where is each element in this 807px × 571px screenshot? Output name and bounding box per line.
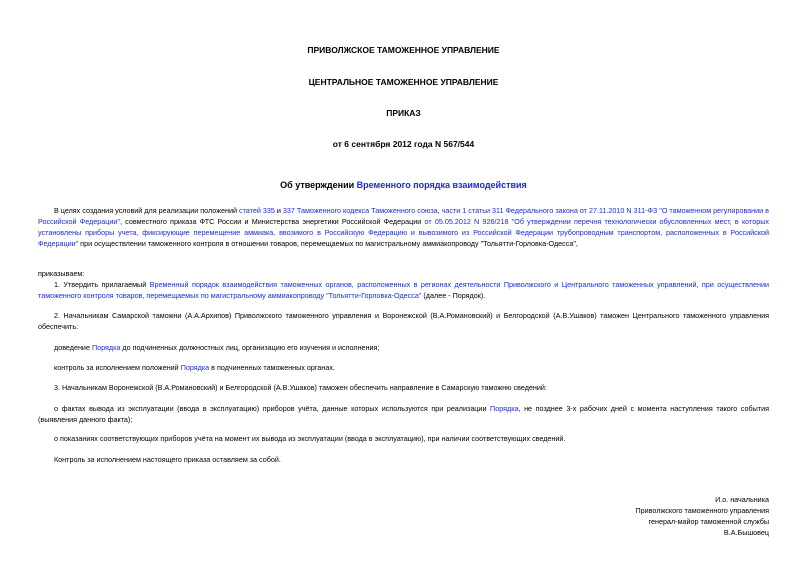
link-procedure[interactable]: Временный порядок взаимодействия таможенных органов, расположенных в регионах деятельности Приволжского и Центрального таможенных управлений, при осуществлении таможенного контроля товаров, перемещаемых по магистральному аммиакопроводу "Тольятти-Горловка-Одесса" <box>38 280 769 300</box>
paragraph-4: Контроль за исполнением настоящего приказа оставляем за собой. <box>54 455 281 464</box>
signature-block <box>636 494 770 538</box>
doc-type: ПРИКАЗ <box>386 108 421 118</box>
paragraph-2: 2. Начальникам Самарской таможни (А.А.Архипов) Приволжского таможенного управления и Воронежской (В.А.Романовский) и Белгородской (А.В.Ушаков) таможен Центрального таможенного управления обеспечить: <box>38 311 769 331</box>
issuer-2: ЦЕНТРАЛЬНОЕ ТАМОЖЕННОЕ УПРАВЛЕНИЕ <box>308 77 499 87</box>
intro-text-4: , совместного приказа ФТС России и Министерства энергетики Российской Федерации <box>119 217 425 226</box>
intro-text-2: и <box>274 206 283 215</box>
intro-text-3: , <box>437 206 442 215</box>
paragraph-2a <box>38 342 769 353</box>
signature-line-2: Приволжского таможенного управления <box>635 506 769 515</box>
p2b-text-1: контроль за исполнением положений <box>54 363 181 372</box>
intro-text-5: при осуществлении таможенного контроля в отношении товаров, перемещаемых по магистральному аммиакопроводу "Тольятти-Горловка-Одесса", <box>78 239 578 248</box>
paragraph-3a <box>38 403 769 425</box>
p1-text-1: 1. Утвердить прилагаемый <box>54 280 150 289</box>
signature-line-4: В.А.Бышовец <box>723 528 769 537</box>
paragraph-3b: о показаниях соответствующих приборов учёта на момент их вывода из эксплуатации (ввода в эксплуатацию), при наличии соответствующих сведений. <box>54 434 566 443</box>
paragraph-1 <box>38 279 769 301</box>
order-word: приказываем: <box>38 269 85 278</box>
link-poryadok-2[interactable]: Порядка <box>180 363 210 372</box>
paragraph-3: 3. Начальникам Воронежской (В.А.Романовский) и Белгородской (А.В.Ушаков) таможен обеспечить направление в Самарскую таможню сведений: <box>54 383 547 392</box>
p2a-text-2: до подчиненных должностных лиц, организацию его изучения и исполнения; <box>120 343 380 352</box>
doc-date-number: от 6 сентября 2012 года N 567/544 <box>332 139 475 149</box>
link-poryadok-3[interactable]: Порядка <box>490 404 519 413</box>
subject-link[interactable]: Временного порядка взаимодействия <box>356 180 527 190</box>
link-art-337[interactable]: 337 Таможенного кодекса Таможенного союза <box>282 206 438 215</box>
link-order-926[interactable]: от 05.05.2012 N 926/218 "Об утверждении перечня технологически обусловленных мест, в которых установлены приборы учета, фиксирующие перемещение аммиака, ввозимого в Российскую Федерацию и вывозимого из Российской Федерации трубопроводным транспортом, расположенных в Российской Федерации" <box>38 217 769 248</box>
intro-paragraph <box>38 205 769 249</box>
link-fz-311[interactable]: части 1 статьи 311 Федерального закона от 27.11.2010 N 311-ФЗ "О таможенном регулировании в Российской Федерации" <box>38 206 769 226</box>
link-poryadok-1[interactable]: Порядка <box>91 343 121 352</box>
link-art-335[interactable]: статей 335 <box>239 206 275 215</box>
p1-text-2: (далее - Порядок). <box>421 291 486 300</box>
p2a-text-1: доведение <box>54 343 92 352</box>
issuer-1: ПРИВОЛЖСКОЕ ТАМОЖЕННОЕ УПРАВЛЕНИЕ <box>307 45 500 55</box>
p3a-text-2: , не позднее 3-х рабочих дней с момента наступления такого события (выявления данного факта); <box>38 404 769 424</box>
subject-prefix: Об утверждении <box>280 180 357 190</box>
p3a-text-1: о фактах вывода из эксплуатации (ввода в эксплуатацию) приборов учёта, данные которых используются при реализации <box>54 404 491 413</box>
paragraph-2b <box>38 362 769 373</box>
signature-line-1: И.о. начальника <box>715 495 769 504</box>
p2b-text-2: в подчиненных таможенных органах. <box>209 363 335 372</box>
doc-subject <box>0 180 807 190</box>
signature-line-3: генерал-майор таможенной службы <box>648 517 769 526</box>
intro-text-1: В целях создания условий для реализации положений <box>54 206 239 215</box>
